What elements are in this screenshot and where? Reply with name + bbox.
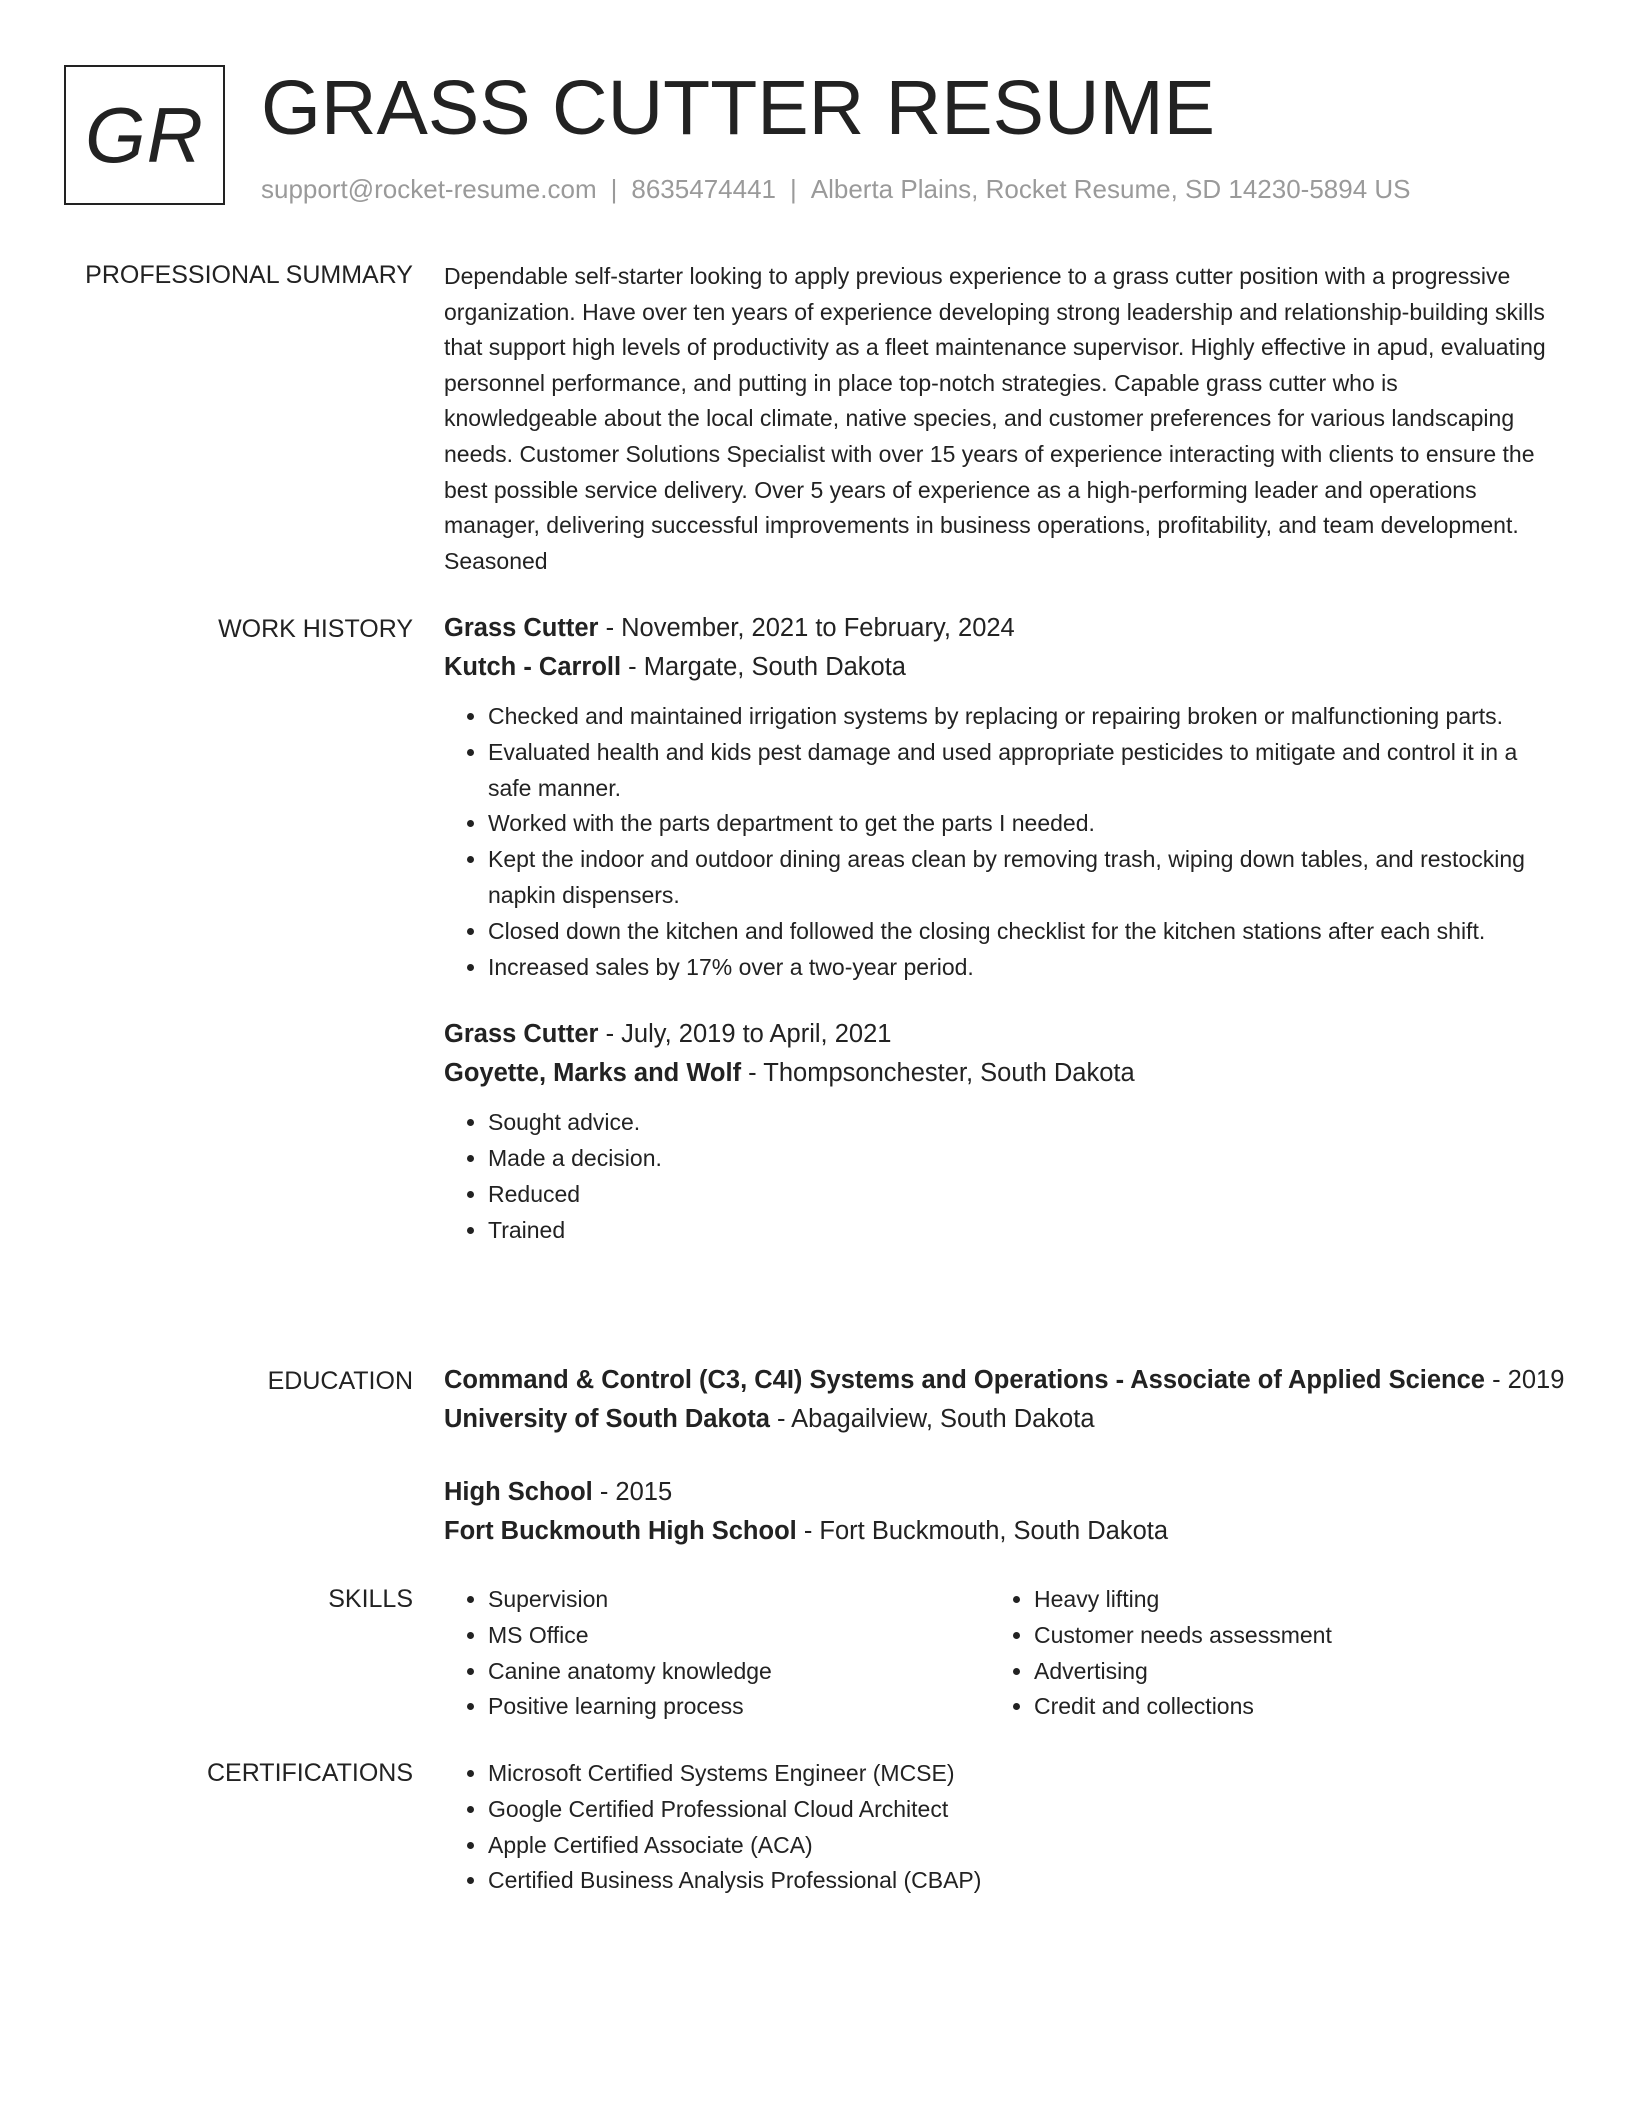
job-location: - Thompsonchester, South Dakota <box>741 1059 1135 1088</box>
job-company: Goyette, Marks and Wolf <box>444 1059 742 1088</box>
work-history-label: WORK HISTORY <box>218 615 413 643</box>
certifications-label: CERTIFICATIONS <box>206 1759 413 1787</box>
degree-line <box>444 1473 1556 1512</box>
list-item: • Increased sales by 17% over a two-year period. <box>488 950 1556 986</box>
school-name: University of South Dakota <box>444 1405 770 1433</box>
certifications-body <box>444 1756 1556 1899</box>
contact-separator: | <box>790 174 797 204</box>
list-item: • Trained <box>488 1213 1556 1249</box>
degree-name: Command & Control (C3, C4I) Systems and Operations - Associate of Applied Science <box>444 1366 1485 1394</box>
skills-list-left <box>444 1582 990 1725</box>
list-item: • Evaluated health and kids pest damage and used appropriate pesticides to mitigate and control it in a safe manner. <box>488 735 1556 807</box>
job-dates: - November, 2021 to February, 2024 <box>598 614 1015 642</box>
school-location: - Fort Buckmouth, South Dakota <box>796 1517 1169 1545</box>
list-item: • Credit and collections <box>1034 1689 1536 1725</box>
skills-list-right <box>990 1582 1536 1725</box>
job-bullets <box>444 1105 1556 1248</box>
list-item: • Canine anatomy knowledge <box>488 1654 990 1690</box>
list-item: • Checked and maintained irrigation systems by replacing or repairing broken or malfunctioning parts. <box>488 699 1556 735</box>
skills-grid <box>444 1582 1556 1725</box>
degree-line <box>444 1361 1565 1400</box>
list-item: • Heavy lifting <box>1034 1582 1536 1618</box>
education-body <box>444 1361 1565 1585</box>
job-company: Kutch - Carroll <box>444 653 622 681</box>
degree-year: - 2019 <box>1484 1366 1565 1394</box>
list-item: • Microsoft Certified Systems Engineer (MCSE) <box>488 1756 1556 1792</box>
list-item: • Positive learning process <box>488 1689 990 1725</box>
list-item: • Customer needs assessment <box>1034 1618 1536 1654</box>
contact-address: Alberta Plains, Rocket Resume, SD 14230-5894 US <box>810 174 1411 204</box>
summary-label: PROFESSIONAL SUMMARY <box>85 261 413 289</box>
list-item: • Reduced <box>488 1177 1556 1213</box>
contact-phone: 8635474441 <box>631 174 776 204</box>
job-title: Grass Cutter <box>444 614 599 642</box>
summary-body <box>444 259 1556 579</box>
work-history-body <box>444 609 1556 1283</box>
resume-title: GRASS CUTTER RESUME <box>261 65 1216 151</box>
job-title: Grass Cutter <box>444 1020 599 1049</box>
job-entry <box>444 1015 1556 1248</box>
list-item: • MS Office <box>488 1618 990 1654</box>
list-item: • Closed down the kitchen and followed the closing checklist for the kitchen stations after each shift. <box>488 914 1556 950</box>
degree-year: - 2015 <box>592 1478 673 1506</box>
contact-line <box>261 172 1411 206</box>
education-entry <box>444 1473 1556 1551</box>
list-item: • Certified Business Analysis Professional (CBAP) <box>488 1863 1556 1899</box>
degree-name: High School <box>444 1478 593 1506</box>
summary-text: Dependable self-starter looking to apply previous experience to a grass cutter position with a progressive organization. Have over ten years of experience developing strong leadership and relationship-building skills that support high levels of productivity as a fleet maintenance supervisor. Highly effective in apud, evaluating personnel performance, and putting in place top-notch strategies. Capable grass cutter who is knowledgeable about the local climate, native species, and customer preferences for various landscaping needs. Customer Solutions Specialist with over 15 years of experience interacting with clients to ensure the best possible service delivery. Over 5 years of experience as a high-performing leader and operations manager, delivering successful improvements in business operations, profitability, and team development. Seasoned <box>444 263 1546 574</box>
list-item: • Made a decision. <box>488 1141 1556 1177</box>
school-line <box>444 1400 1556 1439</box>
skills-label: SKILLS <box>328 1585 413 1613</box>
job-location: - Margate, South Dakota <box>621 653 906 681</box>
contact-separator: | <box>610 174 618 204</box>
list-item: • Worked with the parts department to get the parts I needed. <box>488 806 1556 842</box>
job-title-line <box>444 1015 1556 1054</box>
school-location: - Abagailview, South Dakota <box>769 1405 1095 1433</box>
skills-body <box>444 1582 1556 1725</box>
school-line <box>444 1512 1556 1551</box>
list-item: • Sought advice. <box>488 1105 1556 1141</box>
list-item: • Supervision <box>488 1582 990 1618</box>
list-item: • Kept the indoor and outdoor dining areas clean by removing trash, wiping down tables, and restocking napkin dispensers. <box>488 842 1556 914</box>
education-entry <box>444 1361 1565 1439</box>
job-company-line <box>444 1054 1556 1093</box>
school-name: Fort Buckmouth High School <box>444 1517 797 1545</box>
job-title-line <box>444 609 1556 648</box>
list-item: • Apple Certified Associate (ACA) <box>488 1828 1556 1864</box>
job-dates: - July, 2019 to April, 2021 <box>598 1020 892 1049</box>
certifications-list <box>444 1756 1556 1899</box>
job-company-line <box>444 648 1556 687</box>
list-item: • Advertising <box>1034 1654 1536 1690</box>
contact-email: support@rocket-resume.com <box>261 174 597 204</box>
list-item: • Google Certified Professional Cloud Architect <box>488 1792 1556 1828</box>
job-entry <box>444 609 1556 985</box>
monogram-box: GR <box>64 65 225 205</box>
education-label: EDUCATION <box>267 1367 413 1395</box>
job-bullets <box>444 699 1556 985</box>
